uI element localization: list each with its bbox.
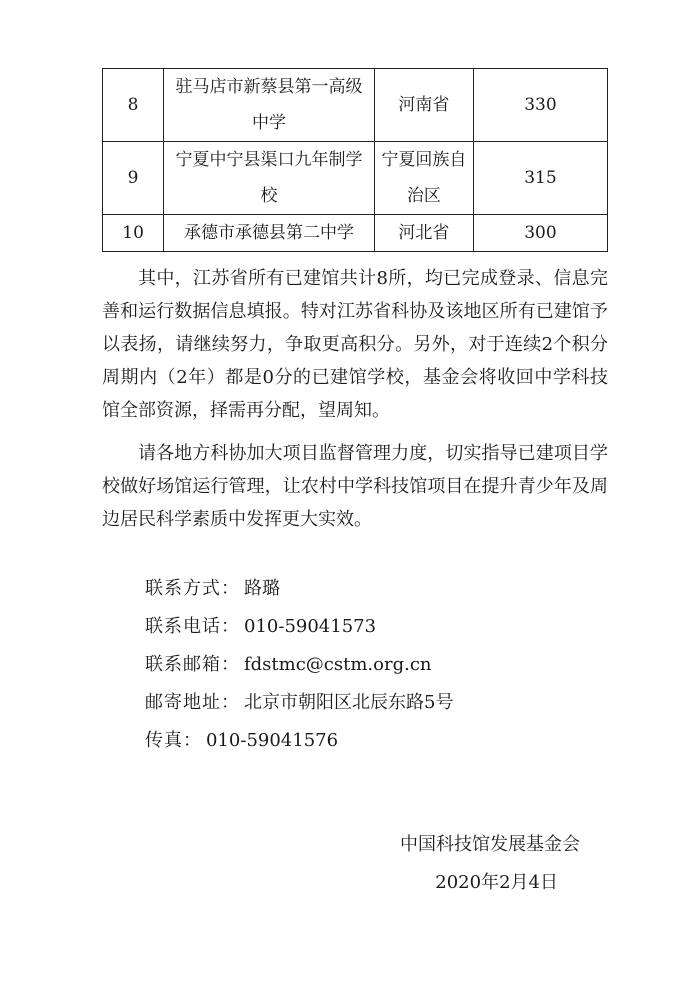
contact-email-row	[145, 646, 453, 684]
paragraph-jiangsu: 其中，江苏省所有已建馆共计8所，均已完成登录、信息完善和运行数据信息填报。特对江苏省科协及该地区所有已建馆予以表扬，请继续努力，争取更高积分。另外，对于连续2个积分周期内（2年）都是0分的已建馆学校，基金会将收回中学科技馆全部资源，择需再分配，望周知。	[102, 268, 608, 421]
province-cell: 河北省	[374, 215, 473, 252]
rank-cell: 9	[103, 142, 164, 215]
rank-cell: 10	[103, 215, 164, 252]
ranking-table	[102, 68, 608, 252]
table-row	[103, 69, 608, 142]
body-text	[102, 262, 608, 536]
school-cell: 承德市承德县第二中学	[164, 215, 375, 252]
contact-person-label: 联系方式：	[145, 578, 240, 599]
signature-org: 中国科技馆发展基金会	[400, 834, 580, 855]
table-row	[103, 142, 608, 215]
table-row	[103, 215, 608, 252]
score-cell: 300	[473, 215, 607, 252]
contact-block	[145, 570, 453, 760]
rank-cell: 8	[103, 69, 164, 142]
contact-fax-row	[145, 722, 453, 760]
school-cell: 宁夏中宁县渠口九年制学校	[164, 142, 375, 215]
province-cell: 宁夏回族自治区	[374, 142, 473, 215]
score-cell: 330	[473, 69, 607, 142]
contact-fax-value: 010-59041576	[206, 730, 339, 751]
contact-phone-value: 010-59041573	[244, 616, 377, 637]
contact-person-value: 路璐	[244, 578, 280, 599]
school-cell: 驻马店市新蔡县第一高级中学	[164, 69, 375, 142]
contact-address-row	[145, 684, 453, 722]
signature-date: 2020年2月4日	[435, 872, 558, 893]
signature-block	[400, 826, 580, 902]
paragraph-supervision: 请各地方科协加大项目监督管理力度，切实指导已建项目学校做好场馆运行管理，让农村中学科技馆项目在提升青少年及周边居民科学素质中发挥更大实效。	[102, 443, 608, 530]
contact-person-row	[145, 570, 453, 608]
contact-phone-row	[145, 608, 453, 646]
contact-email-value: fdstmc@cstm.org.cn	[244, 654, 432, 675]
contact-email-label: 联系邮箱：	[145, 654, 240, 675]
contact-phone-label: 联系电话：	[145, 616, 240, 637]
contact-fax-label: 传真：	[145, 730, 202, 751]
contact-address-value: 北京市朝阳区北辰东路5号	[244, 692, 454, 713]
province-cell: 河南省	[374, 69, 473, 142]
score-cell: 315	[473, 142, 607, 215]
contact-address-label: 邮寄地址：	[145, 692, 240, 713]
